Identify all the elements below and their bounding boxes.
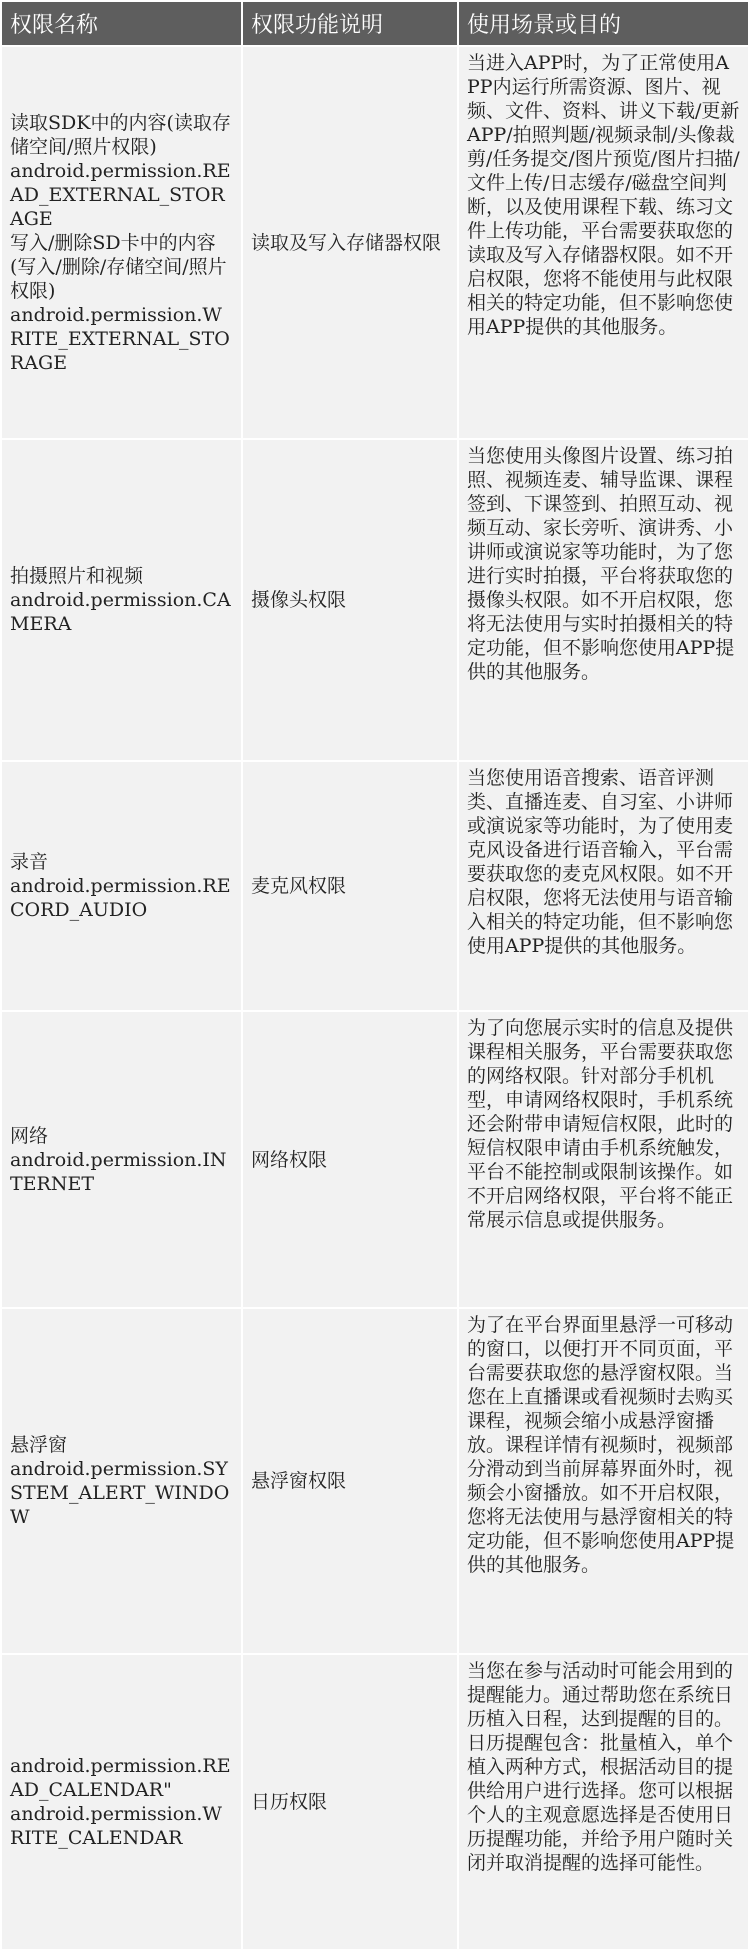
table-row bbox=[1, 1011, 748, 1308]
permission-function-cell: 读取及写入存储器权限 bbox=[242, 46, 458, 439]
permission-function-cell: 日历权限 bbox=[242, 1654, 458, 1950]
permission-name-line: android.permission.WRITE_EXTERNAL_STORAGE bbox=[10, 303, 230, 374]
table-body bbox=[1, 46, 748, 1950]
usage-purpose-cell: 当进入APP时，为了正常使用APP内运行所需资源、图片、视频、文件、资料、讲义下载/更新APP/拍照判题/视频录制/头像裁剪/任务提交/图片预览/图片扫描/文件上传/日志缓存/磁盘空间判断，以及使用课程下载、练习文件上传功能，平台需要获取您的读取及写入存储器权限。如不开启权限，您将不能使用与此权限相关的特定功能，但不影响您使用APP提供的其他服务。 bbox=[458, 46, 748, 439]
permission-name-cell bbox=[1, 46, 242, 439]
table-row bbox=[1, 761, 748, 1011]
permission-name-cell bbox=[1, 1308, 242, 1654]
usage-purpose-cell: 为了在平台界面里悬浮一可移动的窗口，以便打开不同页面，平台需要获取您的悬浮窗权限。当您在上直播课或看视频时去购买课程，视频会缩小成悬浮窗播放。课程详情有视频时，视频部分滑动到当前屏幕界面外时，视频会小窗播放。如不开启权限，您将无法使用与悬浮窗相关的特定功能，但不影响您使用APP提供的其他服务。 bbox=[458, 1308, 748, 1654]
permission-name-line: 录音 bbox=[10, 851, 49, 873]
table-row bbox=[1, 1308, 748, 1654]
permission-name-line: android.permission.CAMERA bbox=[10, 589, 231, 635]
header-permission-name: 权限名称 bbox=[1, 1, 242, 46]
permission-function-cell: 悬浮窗权限 bbox=[242, 1308, 458, 1654]
permission-name-cell bbox=[1, 1654, 242, 1950]
permission-function-cell: 麦克风权限 bbox=[242, 761, 458, 1011]
permission-name-line: 拍摄照片和视频 bbox=[10, 565, 144, 587]
usage-purpose-cell: 当您在参与活动时可能会用到的提醒能力。通过帮助您在系统日历植入日程，达到提醒的目的。日历提醒包含：批量植入，单个植入两种方式，根据活动目的提供给用户进行选择。您可以根据个人的主观意愿选择是否使用日历提醒功能，并给予用户随时关闭并取消提醒的选择可能性。 bbox=[458, 1654, 748, 1950]
table-row bbox=[1, 1654, 748, 1950]
permission-function-cell: 摄像头权限 bbox=[242, 439, 458, 761]
usage-purpose-cell: 当您使用语音搜索、语音评测类、直播连麦、自习室、小讲师或演说家等功能时，为了使用麦克风设备进行语音输入，平台需要获取您的麦克风权限。如不开启权限，您将无法使用与语音输入相关的特定功能，但不影响您使用APP提供的其他服务。 bbox=[458, 761, 748, 1011]
permission-name-line: android.permission.SYSTEM_ALERT_WINDOW bbox=[10, 1458, 230, 1528]
permission-name-cell bbox=[1, 761, 242, 1011]
permission-name-line: android.permission.WRITE_CALENDAR bbox=[10, 1803, 222, 1849]
usage-purpose-cell: 当您使用头像图片设置、练习拍照、视频连麦、辅导监课、课程签到、下课签到、拍照互动、视频互动、家长旁听、演讲秀、小讲师或演说家等功能时，为了您进行实时拍摄，平台将获取您的摄像头权限。如不开启权限，您将无法使用与实时拍摄相关的特定功能，但不影响您使用APP提供的其他服务。 bbox=[458, 439, 748, 761]
table-row bbox=[1, 439, 748, 761]
permission-name-line: android.permission.READ_EXTERNAL_STORAGE bbox=[10, 159, 231, 230]
permission-name-line: 写入/删除SD卡中的内容(写入/删除/存储空间/照片权限) bbox=[10, 231, 227, 302]
permission-name-line: android.permission.READ_CALENDAR" bbox=[10, 1755, 231, 1801]
permission-name-line: 悬浮窗 bbox=[10, 1434, 68, 1456]
permission-name-line: 网络 bbox=[10, 1124, 49, 1147]
permission-name-line: android.permission.INTERNET bbox=[10, 1148, 227, 1195]
header-permission-function: 权限功能说明 bbox=[242, 1, 458, 46]
permission-name-line: android.permission.RECORD_AUDIO bbox=[10, 875, 231, 921]
permission-function-cell: 网络权限 bbox=[242, 1011, 458, 1308]
table-row bbox=[1, 46, 748, 439]
header-row bbox=[1, 1, 748, 46]
header-usage-purpose: 使用场景或目的 bbox=[458, 1, 748, 46]
table-header bbox=[1, 1, 748, 46]
permission-name-line: 读取SDK中的内容(读取存储空间/照片权限) bbox=[10, 111, 231, 158]
permission-name-cell bbox=[1, 1011, 242, 1308]
permission-name-cell bbox=[1, 439, 242, 761]
usage-purpose-cell: 为了向您展示实时的信息及提供课程相关服务，平台需要获取您的网络权限。针对部分手机机型，申请网络权限时，手机系统还会附带申请短信权限，此时的短信权限申请由手机系统触发，平台不能控制或限制该操作。如不开启网络权限，平台将不能正常展示信息或提供服务。 bbox=[458, 1011, 748, 1308]
